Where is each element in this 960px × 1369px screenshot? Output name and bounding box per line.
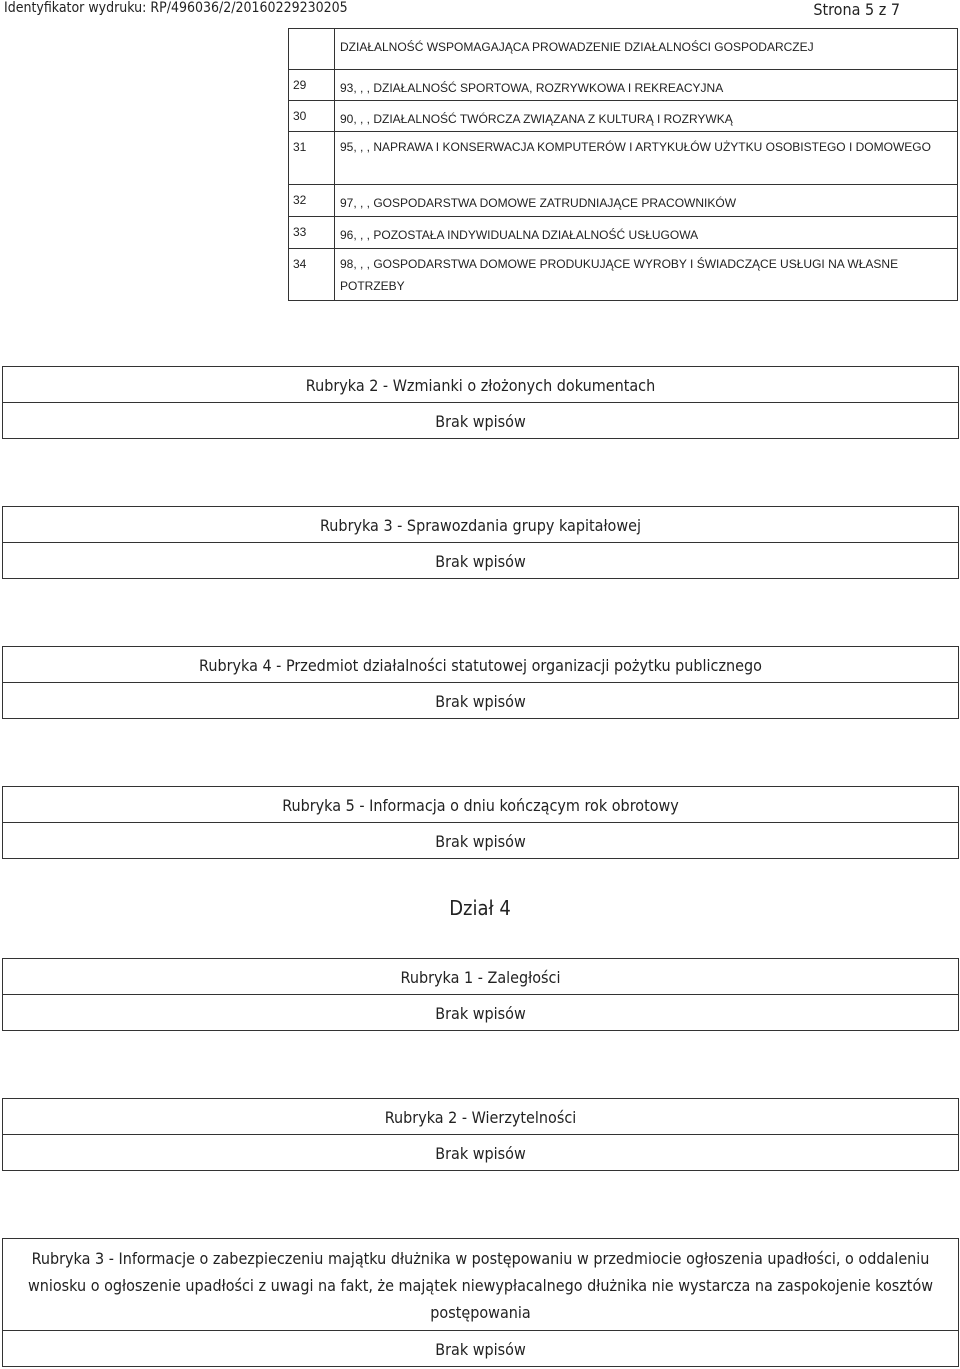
section-dzial4-rubryka-3 <box>2 1238 959 1367</box>
row-text: 98, , , GOSPODARSTWA DOMOWE PRODUKUJĄCE WYROBY I ŚWIADCZĄCE USŁUGI NA WŁASNE POTRZEBY <box>340 257 899 293</box>
print-identifier: Identyfikator wydruku: RP/496036/2/20160229230205 <box>4 0 348 16</box>
section-value: Brak wpisów <box>435 692 526 711</box>
row-number: 29 <box>289 70 335 100</box>
section-title: Rubryka 2 - Wierzytelności <box>3 1099 958 1135</box>
section-dzial4-rubryka-2 <box>2 1098 959 1171</box>
row-text: 93, , , DZIAŁALNOŚĆ SPORTOWA, ROZRYWKOWA I REKREACYJNA <box>340 81 724 95</box>
table-row <box>289 217 958 249</box>
table-row <box>289 132 958 185</box>
row-number <box>289 29 335 69</box>
section-value: Brak wpisów <box>435 1144 526 1163</box>
section-title: Rubryka 5 - Informacja o dniu kończącym rok obrotowy <box>3 787 958 823</box>
section-value: Brak wpisów <box>435 832 526 851</box>
section-title: Rubryka 3 - Informacje o zabezpieczeniu majątku dłużnika w postępowaniu w przedmiocie ogłoszenia upadłości, o oddaleniu wniosku o ogłoszenie upadłości z uwagi na fakt, że majątek niewypłacalnego dłużnika nie wystarcza na zaspokojenie kosztów postępowania <box>3 1239 958 1331</box>
table-row <box>289 185 958 217</box>
dzial-heading: Dział 4 <box>449 896 511 920</box>
section-value: Brak wpisów <box>435 552 526 571</box>
section-title: Rubryka 4 - Przedmiot działalności statutowej organizacji pożytku publicznego <box>3 647 958 683</box>
row-text: 90, , , DZIAŁALNOŚĆ TWÓRCZA ZWIĄZANA Z KULTURĄ I ROZRYWKĄ <box>340 112 733 126</box>
table-row <box>289 101 958 132</box>
section-rubryka-3 <box>2 506 959 579</box>
section-rubryka-4 <box>2 646 959 719</box>
table-row <box>289 70 958 101</box>
section-title: Rubryka 1 - Zaległości <box>3 959 958 995</box>
row-text: DZIAŁALNOŚĆ WSPOMAGAJĄCA PROWADZENIE DZIAŁALNOŚCI GOSPODARCZEJ <box>340 40 814 54</box>
row-text: 97, , , GOSPODARSTWA DOMOWE ZATRUDNIAJĄCE PRACOWNIKÓW <box>340 196 737 210</box>
section-rubryka-2 <box>2 366 959 439</box>
activities-table <box>288 28 958 301</box>
row-number: 34 <box>289 249 335 300</box>
section-value: Brak wpisów <box>435 1004 526 1023</box>
section-value: Brak wpisów <box>435 1340 526 1359</box>
row-number: 31 <box>289 132 335 184</box>
row-text: 96, , , POZOSTAŁA INDYWIDUALNA DZIAŁALNOŚĆ USŁUGOWA <box>340 228 699 242</box>
section-value: Brak wpisów <box>435 412 526 431</box>
section-title: Rubryka 3 - Sprawozdania grupy kapitałowej <box>3 507 958 543</box>
section-rubryka-5 <box>2 786 959 859</box>
page-header <box>0 0 960 18</box>
row-number: 30 <box>289 101 335 131</box>
row-text: 95, , , NAPRAWA I KONSERWACJA KOMPUTERÓW I ARTYKUŁÓW UŻYTKU OSOBISTEGO I DOMOWEGO <box>340 140 931 154</box>
section-dzial4-rubryka-1 <box>2 958 959 1031</box>
section-title: Rubryka 2 - Wzmianki o złożonych dokumentach <box>3 367 958 403</box>
table-row <box>289 249 958 301</box>
row-number: 32 <box>289 185 335 216</box>
page-number: Strona 5 z 7 <box>813 0 900 19</box>
table-row <box>289 29 958 70</box>
row-number: 33 <box>289 217 335 248</box>
